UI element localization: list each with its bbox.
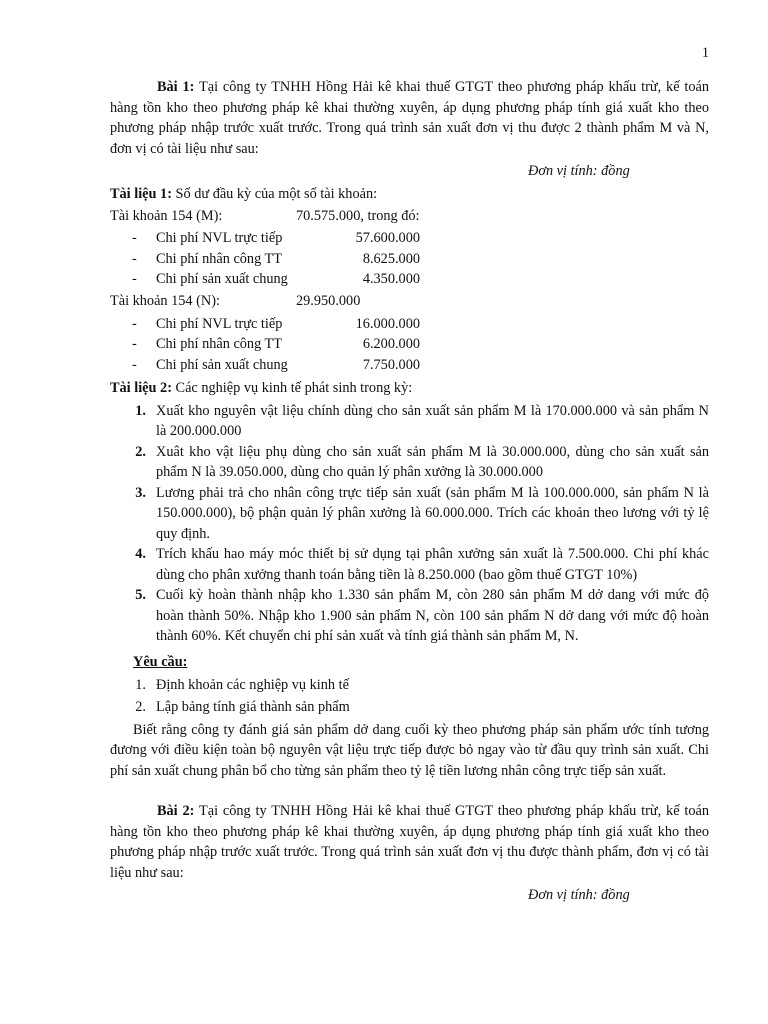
item-dash: -: [132, 250, 137, 267]
account-item: [110, 334, 709, 355]
bai1-unit: Đơn vị tính: đồng: [528, 163, 630, 179]
item-dash: -: [132, 315, 137, 332]
doc1-text: Số dư đầu kỳ của một số tài khoản:: [175, 185, 378, 202]
account-value: 70.575.000, trong đó:: [296, 207, 420, 224]
item-label: Chi phí nhân công TT: [156, 250, 283, 267]
transaction-item: [110, 401, 709, 442]
doc1-label: Tài liệu 1:: [110, 185, 172, 202]
transaction-number: 4.: [135, 546, 146, 562]
transaction-text: Xuất kho nguyên vật liệu chính dùng cho sản xuất sản phẩm M là 170.000.000 và sản phẩm N là 200.000.000: [156, 402, 709, 439]
account-item: [110, 249, 709, 270]
requirement-item: [110, 675, 709, 697]
account-value: 29.950.000: [296, 293, 361, 310]
bai1-intro-paragraph: [110, 77, 709, 159]
bai2-intro-paragraph: [110, 801, 709, 883]
item-value: 16.000.000: [355, 315, 420, 332]
page-content: [110, 77, 709, 908]
requirements-title: Yêu cầu:: [133, 653, 188, 670]
requirement-item: [110, 697, 709, 719]
account-name: Tài khoản 154 (M):: [110, 207, 223, 224]
page-number: 1: [701, 45, 709, 61]
transaction-text: Xuât kho vật liệu phụ dùng cho sản xuất sản phẩm M là 30.000.000, dùng cho sản xuất sản phẩm N là 39.050.000, dùng cho quản lý phân xưởng là 30.000.000: [156, 443, 709, 480]
item-label: Chi phí NVL trực tiếp: [156, 315, 283, 332]
item-label: Chi phí sản xuất chung: [156, 271, 288, 287]
account-row: [110, 290, 709, 314]
transaction-item: [110, 544, 709, 585]
doc2-text: Các nghiệp vụ kinh tế phát sinh trong kỳ:: [175, 380, 413, 396]
account-item: [110, 314, 709, 335]
doc2-heading: [110, 378, 709, 399]
account-item: [110, 228, 709, 249]
doc1-heading: [110, 184, 709, 205]
bai1-label: Bài 1:: [157, 79, 195, 95]
transaction-number: 2.: [135, 443, 146, 460]
requirement-text: Định khoản các nghiệp vụ kinh tế: [156, 677, 349, 694]
account-name: Tài khoản 154 (N):: [110, 293, 220, 310]
transaction-text: Lương phải trả cho nhân công trực tiếp sản xuất (sản phẩm M là 100.000.000, sản phẩm N là 150.000.000), bộ phận quản lý phân xưởng là 60.000.000. Trích các khoản theo lương với tỷ lệ quy định.: [156, 484, 709, 542]
transaction-text: Trích khấu hao máy móc thiết bị sử dụng tại phân xưởng sản xuất là 7.500.000. Chi phí khác dùng cho phân xưởng thanh toán bằng tiền là 8.250.000 (bao gồm thuế GTGT 10%): [156, 546, 709, 583]
bai2-unit: Đơn vị tính: đồng: [528, 887, 630, 903]
item-value: 8.625.000: [362, 250, 420, 267]
doc2-label: Tài liệu 2:: [110, 380, 172, 396]
item-dash: -: [132, 271, 137, 287]
bai1-intro-text: Tại công ty TNHH Hồng Hải kê khai thuế GTGT theo phương pháp khấu trừ, kế toán hàng tồn kho theo phương pháp kê khai thường xuyên, áp dụng phương pháp tính giá xuất kho theo phương pháp nhập trước xuất trước. Trong quá trình sản xuất đơn vị thu được 2 thành phẩm M và N, đơn vị có tài liệu như sau:: [110, 79, 709, 157]
account-item: [110, 355, 709, 376]
requirement-number: 1.: [135, 677, 146, 694]
requirements-list: [110, 675, 709, 719]
item-dash: -: [132, 356, 137, 373]
item-dash: -: [132, 230, 137, 246]
section-gap: [110, 781, 709, 801]
bai2-label: Bài 2:: [157, 803, 195, 819]
item-label: Chi phí NVL trực tiếp: [156, 230, 283, 246]
requirement-number: 2.: [135, 699, 146, 716]
account-item: [110, 269, 709, 290]
transaction-text: Cuối kỳ hoàn thành nhập kho 1.330 sản phẩm M, còn 280 sản phẩm M dở dang với mức độ hoàn thành 50%. Nhập kho 1.900 sản phẩm N, còn 100 sản phẩm N dở dang với mức độ hoàn thành 60%. Kết chuyển chi phí sản xuất và tính giá thành sản phẩm M, N.: [156, 587, 709, 644]
account-row: [110, 204, 709, 228]
item-label: Chi phí nhân công TT: [156, 336, 283, 352]
item-value: 6.200.000: [362, 336, 420, 352]
transaction-item: [110, 442, 709, 483]
requirements-heading: [110, 652, 709, 673]
item-value: 7.750.000: [362, 356, 420, 373]
transaction-list: [110, 401, 709, 647]
item-value: 57.600.000: [355, 230, 420, 246]
transaction-number: 5.: [135, 587, 146, 603]
transaction-item: [110, 483, 709, 545]
transaction-number: 1.: [135, 402, 146, 419]
requirement-text: Lập bảng tính giá thành sản phẩm: [156, 699, 350, 716]
transaction-item: [110, 585, 709, 647]
transaction-number: 3.: [135, 484, 146, 501]
note-paragraph: Biết rằng công ty đánh giá sản phẩm dở dang cuối kỳ theo phương pháp sản phẩm ước tính tương đương với điều kiện toàn bộ nguyên vật liệu trực tiếp được bỏ ngay vào từ đầu quy trình sản xuất. Chi phí sản xuất chung phân bổ cho từng sản phẩm theo tỷ lệ tiền lương nhân công trực tiếp sản xuất.: [110, 721, 709, 779]
item-value: 4.350.000: [362, 271, 420, 287]
bai2-intro-text: Tại công ty TNHH Hồng Hải kê khai thuế GTGT theo phương pháp khấu trừ, kế toán hàng tồn kho theo phương pháp kê khai thường xuyên, áp dụng phương pháp tính giá xuất kho theo phương pháp nhập trước xuất trước. Trong quá trình sản xuất đơn vị thu được thành phẩm, đơn vị có tài liệu như sau:: [110, 803, 709, 881]
item-label: Chi phí sản xuất chung: [156, 356, 288, 373]
item-dash: -: [132, 336, 137, 352]
